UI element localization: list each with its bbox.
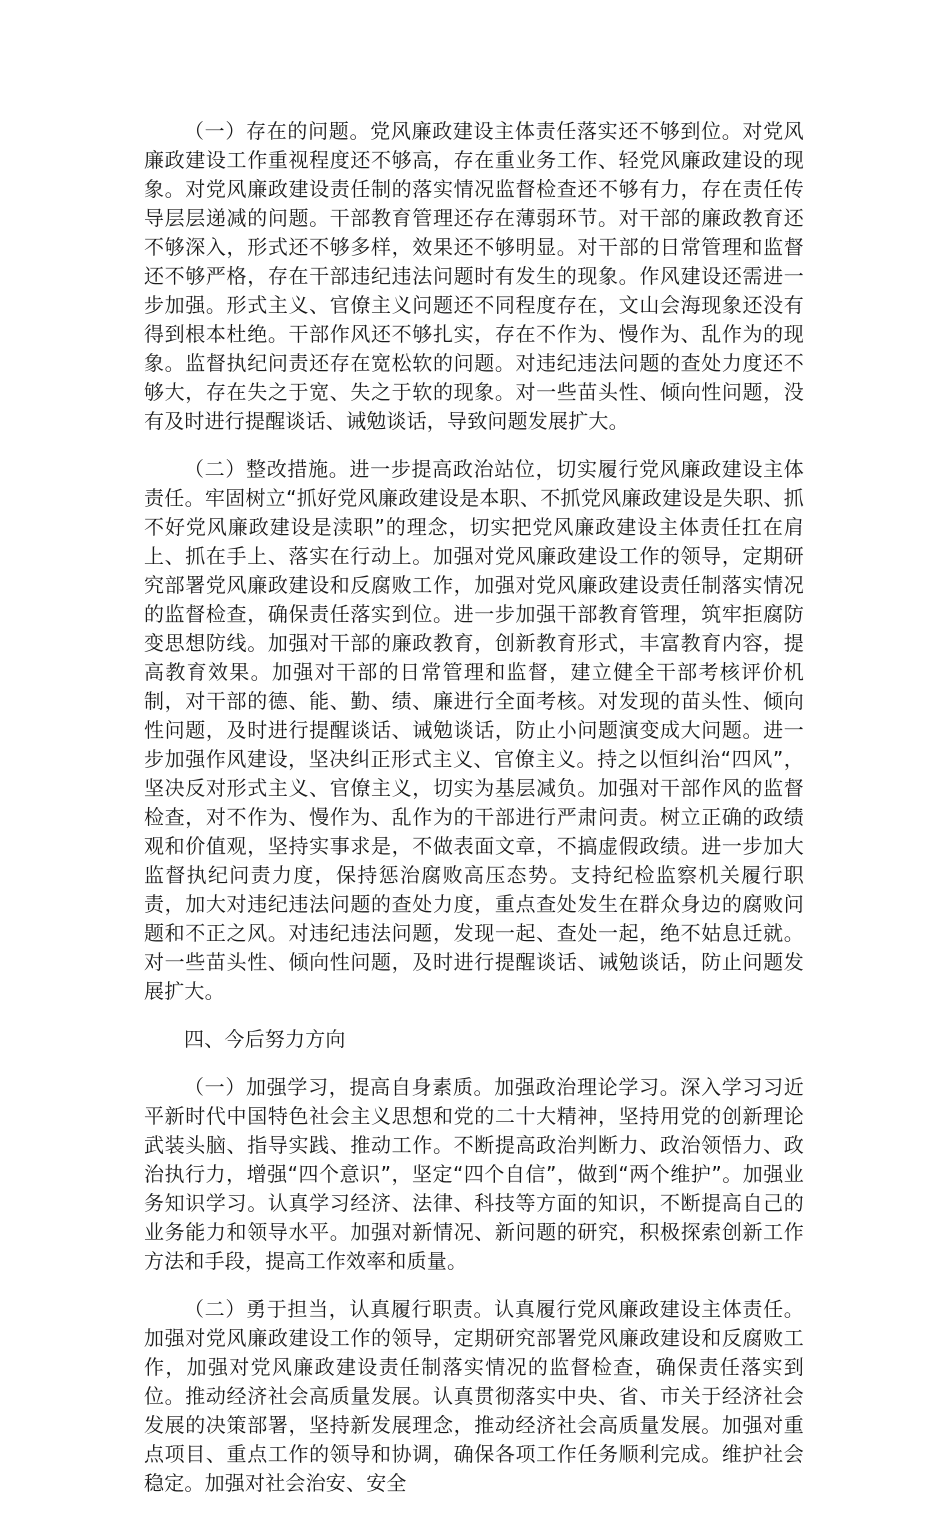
- section-heading-future-direction: 四、今后努力方向: [184, 1027, 346, 1051]
- paragraph-existing-problems: （一）存在的问题。党风廉政建设主体责任落实还不够到位。对党风廉政建设工作重视程度还不够高，存在重业务工作、轻党风廉政建设的现象。对党风廉政建设责任制的落实情况监督检查还不够有力，存在责任传导层层递减的问题。干部教育管理还存在薄弱环节。对干部的廉政教育还不够深入，形式还不够多样，效果还不够明显。对干部的日常管理和监督还不够严格，存在干部违纪违法问题时有发生的现象。作风建设还需进一步加强。形式主义、官僚主义问题还不同程度存在，文山会海现象还没有得到根本杜绝。干部作风还不够扎实，存在不作为、慢作为、乱作为的现象。监督执纪问责还存在宽松软的问题。对违纪违法问题的查处力度还不够大，存在失之于宽、失之于软的现象。对一些苗头性、倾向性问题，没有及时进行提醒谈话、诫勉谈话，导致问题发展扩大。: [144, 119, 804, 433]
- paragraph-take-responsibility: （二）勇于担当，认真履行职责。认真履行党风廉政建设主体责任。加强对党风廉政建设工作的领导，定期研究部署党风廉政建设和反腐败工作，加强对党风廉政建设责任制落实情况的监督检查，确保责任落实到位。推动经济社会高质量发展。认真贯彻落实中央、省、市关于经济社会发展的决策部署，坚持新发展理念，推动经济社会高质量发展。加强对重点项目、重点工作的领导和协调，确保各项工作任务顺利完成。维护社会稳定。加强对社会治安、安全: [144, 1297, 804, 1495]
- paragraph-strengthen-learning: （一）加强学习，提高自身素质。加强政治理论学习。深入学习习近平新时代中国特色社会主义思想和党的二十大精神，坚持用党的创新理论武装头脑、指导实践、推动工作。不断提高政治判断力、政治领悟力、政治执行力，增强“四个意识”，坚定“四个自信”，做到“两个维护”。加强业务知识学习。认真学习经济、法律、科技等方面的知识，不断提高自己的业务能力和领导水平。加强对新情况、新问题的研究，积极探索创新工作方法和手段，提高工作效率和质量。: [144, 1075, 804, 1273]
- document-page: [144, 117, 804, 1517]
- paragraph-rectification-measures: （二）整改措施。进一步提高政治站位，切实履行党风廉政建设主体责任。牢固树立“抓好党风廉政建设是本职、不抓党风廉政建设是失职、抓不好党风廉政建设是渎职”的理念，切实把党风廉政建设主体责任扛在肩上、抓在手上、落实在行动上。加强对党风廉政建设工作的领导，定期研究部署党风廉政建设和反腐败工作，加强对党风廉政建设责任制落实情况的监督检查，确保责任落实到位。进一步加强干部教育管理，筑牢拒腐防变思想防线。加强对干部的廉政教育，创新教育形式，丰富教育内容，提高教育效果。加强对干部的日常管理和监督，建立健全干部考核评价机制，对干部的德、能、勤、绩、廉进行全面考核。对发现的苗头性、倾向性问题，及时进行提醒谈话、诫勉谈话，防止小问题演变成大问题。进一步加强作风建设，坚决纠正形式主义、官僚主义。持之以恒纠治“四风”，坚决反对形式主义、官僚主义，切实为基层减负。加强对干部作风的监督检查，对不作为、慢作为、乱作为的干部进行严肃问责。树立正确的政绩观和价值观，坚持实事求是，不做表面文章，不搞虚假政绩。进一步加大监督执纪问责力度，保持惩治腐败高压态势。支持纪检监察机关履行职责，加大对违纪违法问题的查处力度，重点查处发生在群众身边的腐败问题和不正之风。对违纪违法问题，发现一起、查处一起，绝不姑息迁就。对一些苗头性、倾向性问题，及时进行提醒谈话、诫勉谈话，防止问题发展扩大。: [144, 457, 804, 1003]
